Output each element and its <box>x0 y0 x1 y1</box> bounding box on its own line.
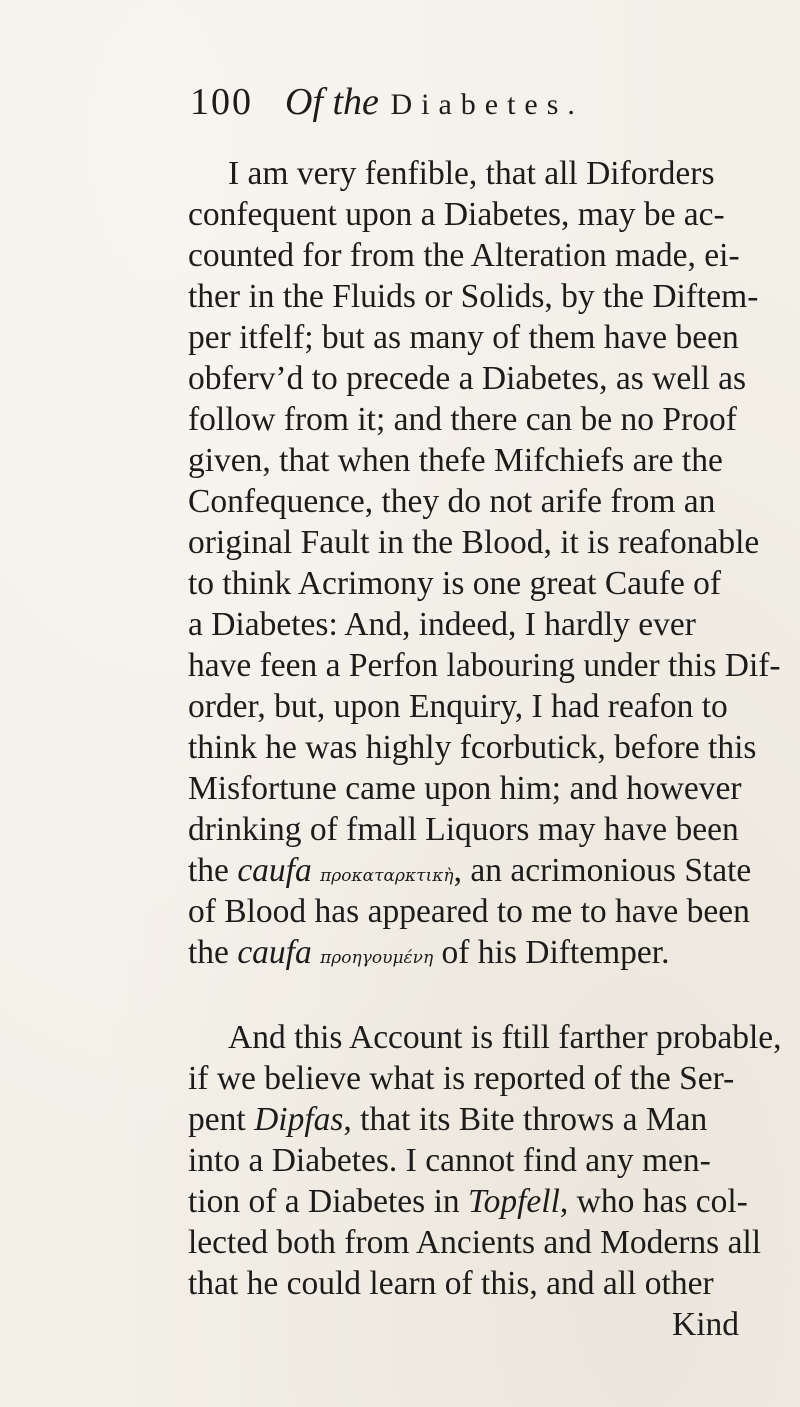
text-line: a Diabetes: And, indeed, I hardly ever <box>188 606 696 643</box>
text-line: counted for from the Alteration made, ei- <box>188 237 740 274</box>
text-line: follow from it; and there can be no Proof <box>188 401 737 438</box>
text-line <box>188 1102 707 1138</box>
line-lead: pent <box>188 1101 255 1138</box>
text-line <box>188 853 751 894</box>
proper-name: Topfell <box>468 1183 560 1220</box>
greek-term: προκαταρκτικὴ <box>320 866 454 886</box>
text-line: Confequence, they do not arife from an <box>188 483 716 520</box>
greek-term: προηγουμένη <box>320 948 434 968</box>
line-lead: the <box>188 852 238 889</box>
text-line: drinking of fmall Liquors may have been <box>188 811 739 848</box>
page-number: 100 <box>190 81 253 123</box>
text-line: order, but, upon Enquiry, I had reafon to <box>188 688 728 725</box>
proper-name: Dipfas <box>254 1101 344 1138</box>
text-line: obferv’d to precede a Diabetes, as well as <box>188 360 747 397</box>
text-line: original Fault in the Blood, it is reafonable <box>188 524 760 561</box>
text-line: into a Diabetes. I cannot find any men- <box>188 1142 711 1179</box>
text-line: I am very fenfible, that all Diforders <box>228 155 715 192</box>
text-line <box>188 1184 748 1220</box>
text-line <box>188 935 669 976</box>
line-tail: , who has col- <box>559 1183 748 1220</box>
text-line: confequent upon a Diabetes, may be ac- <box>188 196 725 233</box>
running-head <box>190 80 584 130</box>
text-line: that he could learn of this, and all other <box>188 1265 714 1302</box>
running-title-italic: Of the <box>285 81 379 123</box>
running-title-caps: Diabetes. <box>390 88 584 121</box>
text-line: think he was highly fcorbutick, before this <box>188 729 757 766</box>
text-line: ther in the Fluids or Solids, by the Diftem- <box>188 278 759 315</box>
line-lead: tion of a Diabetes in <box>188 1183 469 1220</box>
text-line: to think Acrimony is one great Caufe of <box>188 565 722 602</box>
line-tail: of his Diftemper. <box>433 934 670 971</box>
text-line: have feen a Perfon labouring under this Dif- <box>188 647 781 684</box>
latin-term: caufa <box>237 934 312 971</box>
text-line: And this Account is ftill farther probable, <box>228 1019 782 1056</box>
text-line: of Blood has appeared to me to have been <box>188 893 750 930</box>
latin-term: caufa <box>237 852 312 889</box>
line-tail: , an acrimonious State <box>453 852 752 889</box>
text-line: lected both from Ancients and Moderns all <box>188 1224 762 1261</box>
line-lead: the <box>188 934 238 971</box>
line-tail: , that its Bite throws a Man <box>343 1101 708 1138</box>
text-line: Misfortune came upon him; and however <box>188 770 742 807</box>
catchword: Kind <box>672 1306 739 1343</box>
text-line: per itfelf; but as many of them have been <box>188 319 739 356</box>
text-line: if we believe what is reported of the Ser- <box>188 1060 735 1097</box>
text-line: given, that when thefe Mifchiefs are the <box>188 442 723 479</box>
running-title <box>285 80 584 124</box>
